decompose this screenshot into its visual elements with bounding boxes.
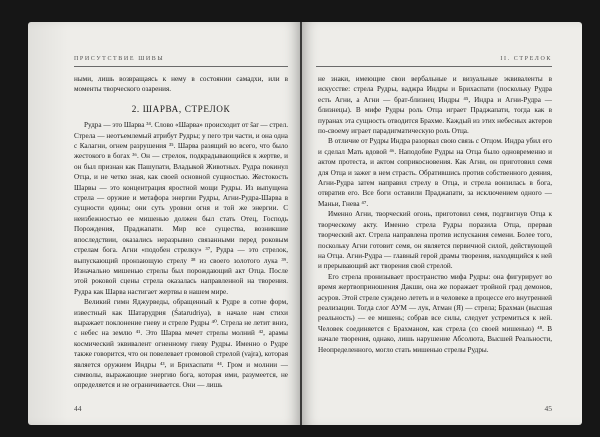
header-rule — [316, 66, 552, 67]
right-page — [302, 22, 582, 425]
body-paragraph: В отличие от Рудры Индра разорвал свою связь с Отцом. Индра убил его и сделал Мать вдовой ⁴⁶. Наподобие Рудры на Отца было одновременно и актом протеста, и актом соприкосновения. Как Агни, он приготовил семя для Отца и зажег в нем страсть. Обратившись против собственного деяния, Агни-Рудра затем направил стрелу в Отца, и стрела вонзилась в бога, отвратив его. Все боги оставили Праджапати, за исключением одного — Маньи, Гнева ⁴⁷. — [318, 137, 552, 208]
running-head: II. СТРЕЛОК — [500, 56, 552, 62]
body-paragraph: Рудра — это Шарва ³⁴. Слово «Шарва» происходит от šar — стрел. Стрела — неотъемлемый атрибут Рудры; у пего три части, и она одна с Калагни, огнем разрушения ³⁵. Шарва разящий во всего, что было жестокого в богах ³⁶. Он — стрелок, подкрадывающийся к жертве, и он был признан как Пашупати, Владыкой Животных. Рудра покинул Отца, и не четко зная, как своей основной сущностью. Жестокость Шарвы — это концентрация яростной мощи Рудры. Из выпущена стрела — оружие и метафора энергии Рудры, Агни-Рудра-Шарва в сущности едины; они суть уровни огня и той же энергии. С неизбежностью ее мишенью должен был стать Отец, Господь Порождения, Праджапати. Мир все существа, возникшие впоследствии, оказались неразрывно связанными перед роковым стрелам бога. Агни «подобен стрелку» ³⁷, Рудра — это стрелок, выпускающий пронзающую стрелу ³⁸ из своего золотого лука ³⁹. Изначально мишенью стрелы был порождающий акт Отца. После этой роковой сцены стрела оказалась направленной на творения. Рудра как Шарва настигает жертвы в нашем мире. — [74, 121, 288, 296]
right-page-body — [318, 74, 552, 355]
page-edge-shadow — [28, 22, 68, 425]
left-page — [28, 22, 300, 425]
body-paragraph: Его стрела пронизывает пространство мифа Рудры: она фигурирует во время жертвоприношения Дакши, она же поражает тройной град демонов, асуров. Этой стреле суждено лететь и в человеке в процессе его внутренней реализации. Тогда слог АУМ — лук, Атман (Я) — стрела; Брахман (высшая реальность) — ее мишень; собрав все силы, следует устремиться к ней. Человек соединяется с Брахманом, как стрела (со своей мишенью) ⁴⁸. В начале творения, однако, лишь нарушение Абсолюта, Высшей Реальности, Неопределенного, могло стать мишенью стрелы Рудры. — [318, 272, 552, 354]
body-paragraph: Великий гимн Яджурведы, обращенный к Рудре в сотне форм, известный как Шатарудрия (Śatarudriya), в начале нам стихи выражает поклонение гневу и стреле Рудры ⁴⁰. Стрела не летит вниз, с небес на землю ⁴¹. Это Шарва мечет стрелы молний ⁴², арамы космический эквивалент огненному гневу Рудры. Именно о Рудре также говорится, что он повелевает громовой стрелой (vajra), которая является оружием Индры ⁴³, и Брихаспати ⁴⁴. Гром и молнии — символы, выражающие энергию бога, которая ими, разумеется, не определяется и не ограничивается. Они — лишь — [74, 298, 288, 390]
left-page-body — [74, 74, 288, 391]
section-heading: 2. ШАРВА, СТРЕЛОК — [131, 103, 231, 114]
body-paragraph: не знаки, имеющие свои вербальные и визуальные эквиваленты в искусстве: стрела Рудры, ваджра Индры и Брихаспати (поскольку Рудра есть Агни, а Агни — брат-близнец Индры ⁴⁵, Индра и Агни-Рудра — близнецы). В мифе Рудры роль Отца играет Праджапати, тогда как в пуранах эта сущность отводится Брахме. Каждый из этих небесных актеров по-своему играет парадигматическую роль Отца. — [318, 75, 552, 136]
page-number: 44 — [74, 404, 82, 413]
page-number: 45 — [544, 404, 552, 413]
running-head: ПРИСУТСТВИЕ ШИВЫ — [74, 56, 165, 62]
body-paragraph: Именно Агни, творческий огонь, приготовил семя, подгвигнув Отца к творческому акту. Именно стрела Рудры поразила Отца, прервав творческий акт. Стрела направлена против испускания семени. Более того, поскольку Агни готовит семя, он является первичной силой, действующей на Отца. Агни-Рудра — главный герой драмы творения, находящийся к ней и прерывающий акт творения свой стрелой. — [318, 210, 552, 271]
intro-paragraph: ными, лишь возвращаясь к нему в состоянии самадхи, или в моменты творческого озарения. — [74, 75, 288, 94]
header-rule — [74, 66, 288, 67]
